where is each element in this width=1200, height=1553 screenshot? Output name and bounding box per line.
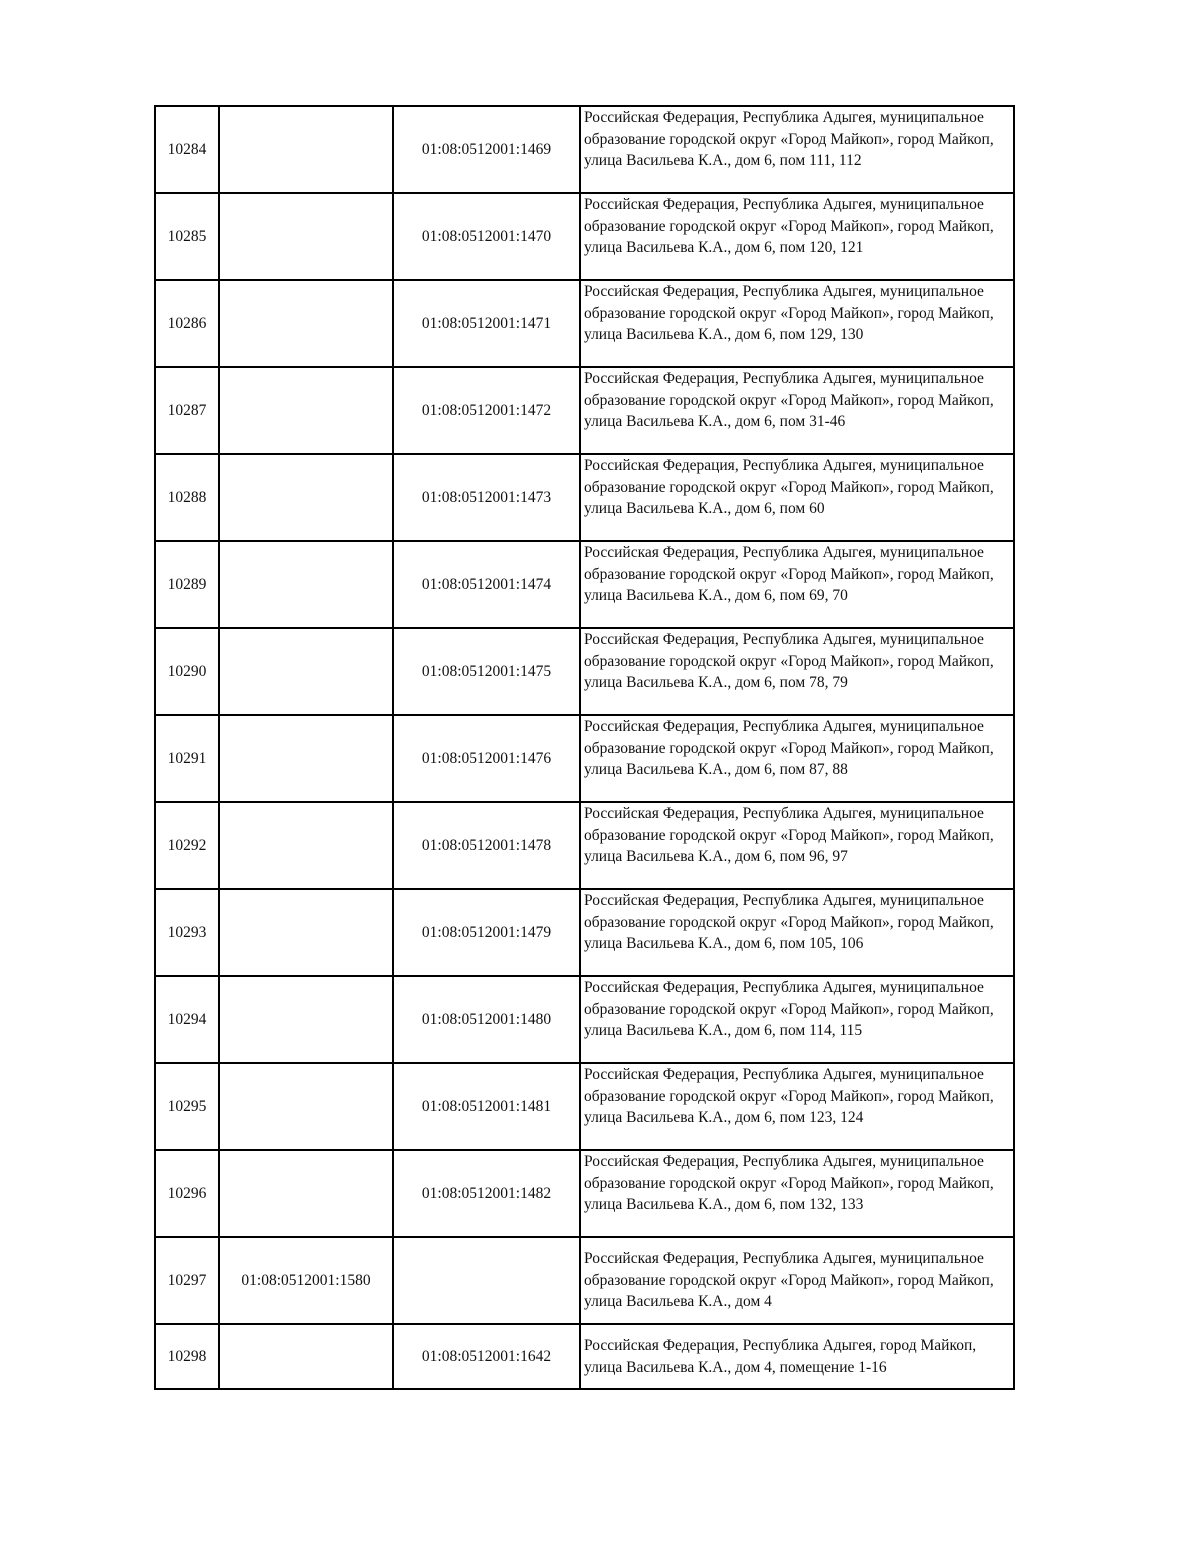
land-cadastral-cell xyxy=(219,454,393,541)
land-cadastral-cell xyxy=(219,1063,393,1150)
address-cell: Российская Федерация, Республика Адыгея, муниципальное образование городской округ «Город Майкоп», город Майкоп, улица Васильева К.А., дом 6, пом 123, 124 xyxy=(580,1063,1014,1150)
row-number-cell: 10286 xyxy=(155,280,219,367)
address-cell: Российская Федерация, Республика Адыгея, муниципальное образование городской округ «Город Майкоп», город Майкоп, улица Васильева К.А., дом 4 xyxy=(580,1237,1014,1324)
address-cell: Российская Федерация, Республика Адыгея, муниципальное образование городской округ «Город Майкоп», город Майкоп, улица Васильева К.А., дом 6, пом 69, 70 xyxy=(580,541,1014,628)
address-cell: Российская Федерация, Республика Адыгея, муниципальное образование городской округ «Город Майкоп», город Майкоп, улица Васильева К.А., дом 6, пом 31-46 xyxy=(580,367,1014,454)
row-number-cell: 10297 xyxy=(155,1237,219,1324)
building-cadastral-cell: 01:08:0512001:1479 xyxy=(393,889,580,976)
land-cadastral-cell xyxy=(219,367,393,454)
address-cell: Российская Федерация, Республика Адыгея, муниципальное образование городской округ «Город Майкоп», город Майкоп, улица Васильева К.А., дом 6, пом 132, 133 xyxy=(580,1150,1014,1237)
table-row xyxy=(155,1324,1014,1389)
building-cadastral-cell: 01:08:0512001:1476 xyxy=(393,715,580,802)
land-cadastral-cell xyxy=(219,1324,393,1389)
land-cadastral-cell xyxy=(219,193,393,280)
address-cell: Российская Федерация, Республика Адыгея, муниципальное образование городской округ «Город Майкоп», город Майкоп, улица Васильева К.А., дом 6, пом 87, 88 xyxy=(580,715,1014,802)
row-number-cell: 10298 xyxy=(155,1324,219,1389)
building-cadastral-cell: 01:08:0512001:1474 xyxy=(393,541,580,628)
table-row xyxy=(155,541,1014,628)
row-number-cell: 10285 xyxy=(155,193,219,280)
address-cell: Российская Федерация, Республика Адыгея, муниципальное образование городской округ «Город Майкоп», город Майкоп, улица Васильева К.А., дом 6, пом 111, 112 xyxy=(580,106,1014,193)
address-cell: Российская Федерация, Республика Адыгея, муниципальное образование городской округ «Город Майкоп», город Майкоп, улица Васильева К.А., дом 6, пом 105, 106 xyxy=(580,889,1014,976)
registry-table xyxy=(154,105,1015,1390)
address-cell: Российская Федерация, Республика Адыгея, муниципальное образование городской округ «Город Майкоп», город Майкоп, улица Васильева К.А., дом 6, пом 114, 115 xyxy=(580,976,1014,1063)
address-cell: Российская Федерация, Республика Адыгея, муниципальное образование городской округ «Город Майкоп», город Майкоп, улица Васильева К.А., дом 6, пом 78, 79 xyxy=(580,628,1014,715)
row-number-cell: 10284 xyxy=(155,106,219,193)
building-cadastral-cell: 01:08:0512001:1480 xyxy=(393,976,580,1063)
address-cell: Российская Федерация, Республика Адыгея, муниципальное образование городской округ «Город Майкоп», город Майкоп, улица Васильева К.А., дом 6, пом 129, 130 xyxy=(580,280,1014,367)
row-number-cell: 10290 xyxy=(155,628,219,715)
land-cadastral-cell xyxy=(219,106,393,193)
land-cadastral-cell xyxy=(219,715,393,802)
row-number-cell: 10296 xyxy=(155,1150,219,1237)
table-row xyxy=(155,1063,1014,1150)
building-cadastral-cell: 01:08:0512001:1478 xyxy=(393,802,580,889)
building-cadastral-cell: 01:08:0512001:1470 xyxy=(393,193,580,280)
table-row xyxy=(155,454,1014,541)
table-row xyxy=(155,193,1014,280)
building-cadastral-cell: 01:08:0512001:1473 xyxy=(393,454,580,541)
row-number-cell: 10289 xyxy=(155,541,219,628)
address-cell: Российская Федерация, Республика Адыгея, муниципальное образование городской округ «Город Майкоп», город Майкоп, улица Васильева К.А., дом 6, пом 120, 121 xyxy=(580,193,1014,280)
land-cadastral-cell xyxy=(219,541,393,628)
table-row xyxy=(155,1150,1014,1237)
row-number-cell: 10293 xyxy=(155,889,219,976)
address-cell: Российская Федерация, Республика Адыгея, муниципальное образование городской округ «Город Майкоп», город Майкоп, улица Васильева К.А., дом 6, пом 60 xyxy=(580,454,1014,541)
table-row xyxy=(155,628,1014,715)
row-number-cell: 10287 xyxy=(155,367,219,454)
building-cadastral-cell: 01:08:0512001:1642 xyxy=(393,1324,580,1389)
land-cadastral-cell xyxy=(219,280,393,367)
land-cadastral-cell xyxy=(219,976,393,1063)
row-number-cell: 10288 xyxy=(155,454,219,541)
table-row xyxy=(155,802,1014,889)
building-cadastral-cell: 01:08:0512001:1481 xyxy=(393,1063,580,1150)
table-row xyxy=(155,280,1014,367)
land-cadastral-cell xyxy=(219,802,393,889)
table-row xyxy=(155,1237,1014,1324)
building-cadastral-cell: 01:08:0512001:1469 xyxy=(393,106,580,193)
address-cell: Российская Федерация, Республика Адыгея, муниципальное образование городской округ «Город Майкоп», город Майкоп, улица Васильева К.А., дом 6, пом 96, 97 xyxy=(580,802,1014,889)
registry-table-body xyxy=(155,106,1014,1389)
building-cadastral-cell: 01:08:0512001:1472 xyxy=(393,367,580,454)
land-cadastral-cell xyxy=(219,889,393,976)
table-row xyxy=(155,367,1014,454)
building-cadastral-cell xyxy=(393,1237,580,1324)
land-cadastral-cell xyxy=(219,1150,393,1237)
row-number-cell: 10294 xyxy=(155,976,219,1063)
building-cadastral-cell: 01:08:0512001:1471 xyxy=(393,280,580,367)
table-row xyxy=(155,715,1014,802)
building-cadastral-cell: 01:08:0512001:1482 xyxy=(393,1150,580,1237)
table-row xyxy=(155,106,1014,193)
building-cadastral-cell: 01:08:0512001:1475 xyxy=(393,628,580,715)
address-cell: Российская Федерация, Республика Адыгея, город Майкоп, улица Васильева К.А., дом 4, помещение 1-16 xyxy=(580,1324,1014,1389)
row-number-cell: 10295 xyxy=(155,1063,219,1150)
row-number-cell: 10291 xyxy=(155,715,219,802)
row-number-cell: 10292 xyxy=(155,802,219,889)
land-cadastral-cell xyxy=(219,628,393,715)
land-cadastral-cell: 01:08:0512001:1580 xyxy=(219,1237,393,1324)
table-row xyxy=(155,889,1014,976)
table-row xyxy=(155,976,1014,1063)
